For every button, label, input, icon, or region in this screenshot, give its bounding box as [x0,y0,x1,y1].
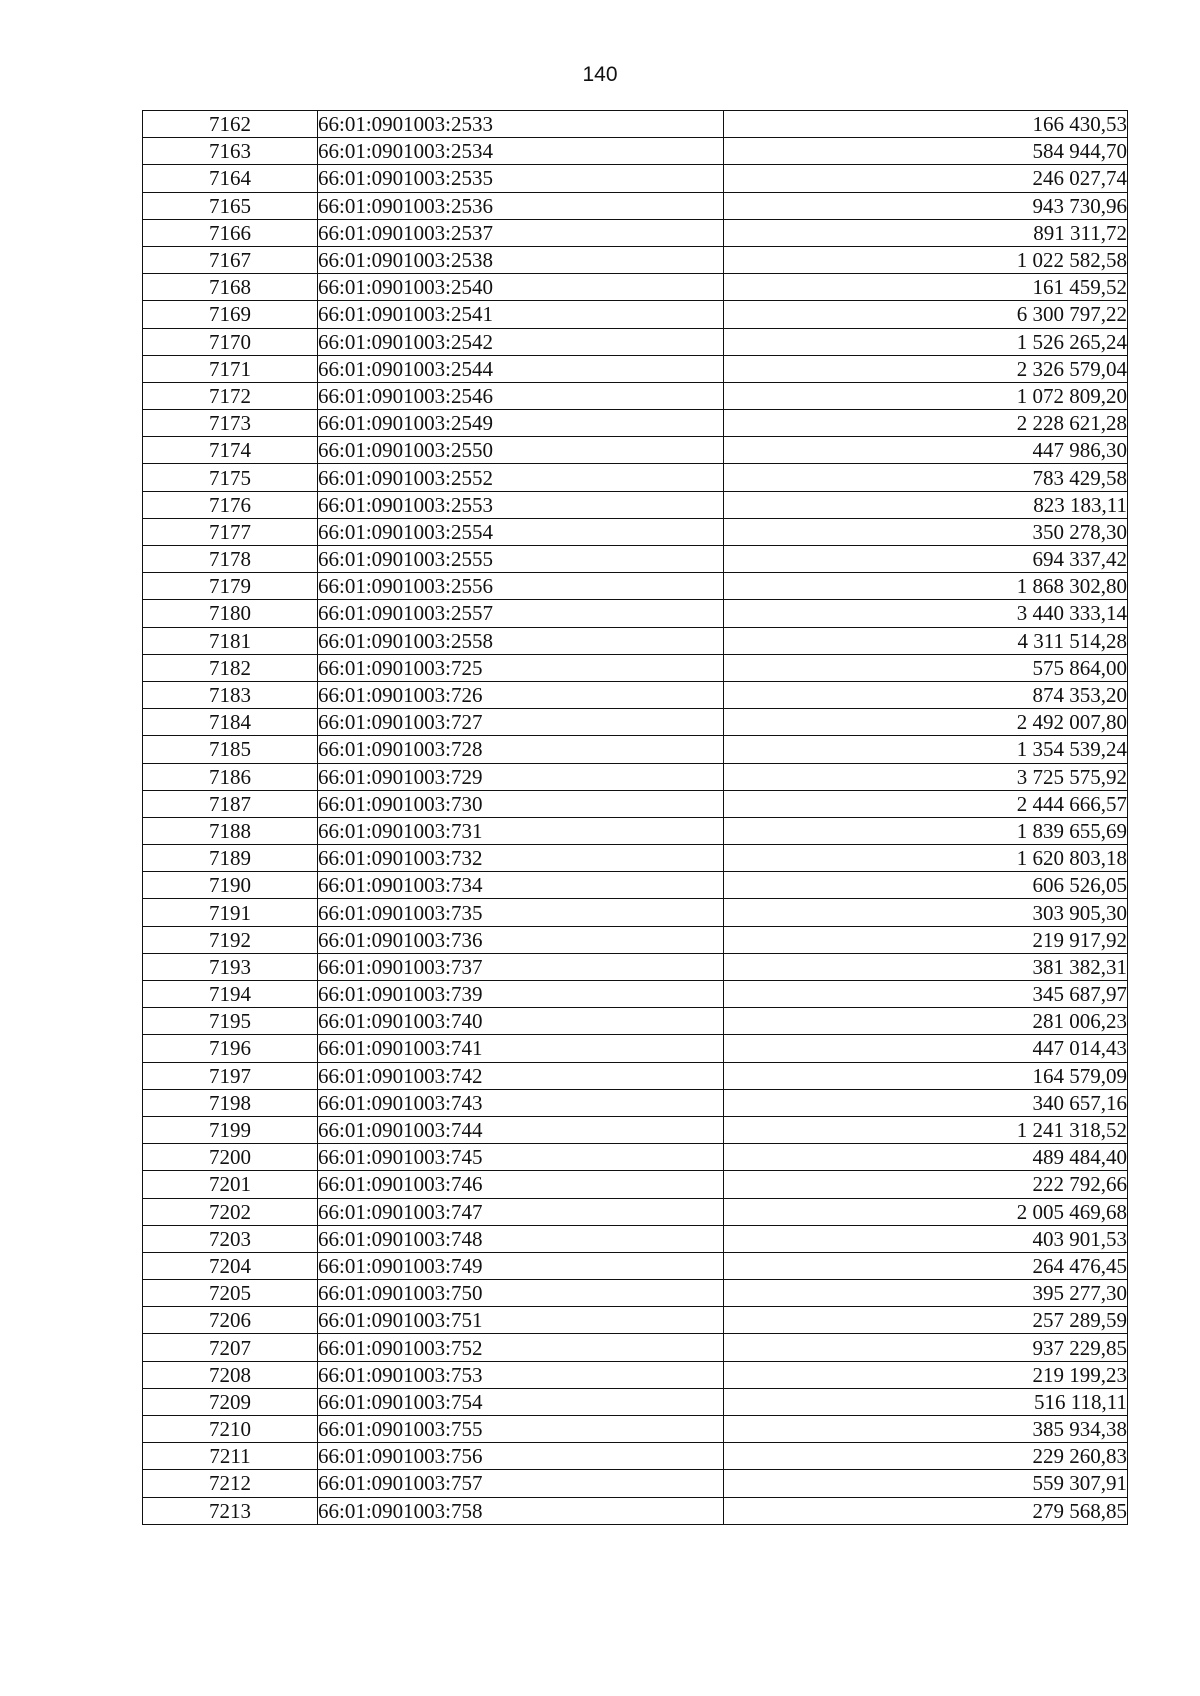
table-row [143,899,1128,926]
cadastral-number-cell: 66:01:0901003:2541 [318,301,724,328]
cadastral-number-cell: 66:01:0901003:746 [318,1171,724,1198]
table-row [143,328,1128,355]
row-number-cell: 7190 [143,872,318,899]
row-number-cell: 7170 [143,328,318,355]
cadastral-value-cell: 489 484,40 [724,1144,1128,1171]
row-number-cell: 7207 [143,1334,318,1361]
cadastral-number-cell: 66:01:0901003:2536 [318,192,724,219]
table-row [143,600,1128,627]
table-row [143,138,1128,165]
cadastral-number-cell: 66:01:0901003:756 [318,1443,724,1470]
row-number-cell: 7195 [143,1008,318,1035]
table-row [143,1252,1128,1279]
row-number-cell: 7171 [143,355,318,382]
cadastral-number-cell: 66:01:0901003:730 [318,790,724,817]
table-row [143,464,1128,491]
cadastral-value-cell: 2 492 007,80 [724,709,1128,736]
cadastral-value-cell: 1 868 302,80 [724,573,1128,600]
row-number-cell: 7204 [143,1252,318,1279]
cadastral-number-cell: 66:01:0901003:753 [318,1361,724,1388]
row-number-cell: 7196 [143,1035,318,1062]
cadastral-number-cell: 66:01:0901003:2534 [318,138,724,165]
table-row [143,627,1128,654]
table-row [143,382,1128,409]
table-body [143,111,1128,1525]
cadastral-value-cell: 1 072 809,20 [724,382,1128,409]
table-row [143,518,1128,545]
row-number-cell: 7208 [143,1361,318,1388]
row-number-cell: 7181 [143,627,318,654]
row-number-cell: 7200 [143,1144,318,1171]
row-number-cell: 7199 [143,1116,318,1143]
table-row [143,1280,1128,1307]
cadastral-value-cell: 1 620 803,18 [724,845,1128,872]
row-number-cell: 7209 [143,1388,318,1415]
table-row [143,926,1128,953]
table-row [143,1307,1128,1334]
cadastral-number-cell: 66:01:0901003:732 [318,845,724,872]
table-row [143,1089,1128,1116]
cadastral-number-cell: 66:01:0901003:2544 [318,355,724,382]
cadastral-value-cell: 345 687,97 [724,981,1128,1008]
cadastral-number-cell: 66:01:0901003:755 [318,1416,724,1443]
table-row [143,845,1128,872]
cadastral-value-cell: 4 311 514,28 [724,627,1128,654]
cadastral-value-table [142,110,1128,1525]
cadastral-value-cell: 1 839 655,69 [724,817,1128,844]
cadastral-value-cell: 166 430,53 [724,111,1128,138]
row-number-cell: 7177 [143,518,318,545]
cadastral-number-cell: 66:01:0901003:752 [318,1334,724,1361]
row-number-cell: 7163 [143,138,318,165]
table-row [143,1144,1128,1171]
row-number-cell: 7191 [143,899,318,926]
cadastral-value-cell: 1 354 539,24 [724,736,1128,763]
cadastral-number-cell: 66:01:0901003:744 [318,1116,724,1143]
cadastral-number-cell: 66:01:0901003:731 [318,817,724,844]
row-number-cell: 7194 [143,981,318,1008]
cadastral-number-cell: 66:01:0901003:727 [318,709,724,736]
cadastral-value-cell: 303 905,30 [724,899,1128,926]
row-number-cell: 7172 [143,382,318,409]
table-row [143,1497,1128,1524]
cadastral-number-cell: 66:01:0901003:2554 [318,518,724,545]
row-number-cell: 7213 [143,1497,318,1524]
table-row [143,872,1128,899]
cadastral-number-cell: 66:01:0901003:729 [318,763,724,790]
cadastral-value-cell: 1 022 582,58 [724,246,1128,273]
cadastral-number-cell: 66:01:0901003:749 [318,1252,724,1279]
table-row [143,219,1128,246]
cadastral-number-cell: 66:01:0901003:758 [318,1497,724,1524]
cadastral-number-cell: 66:01:0901003:737 [318,953,724,980]
table-row [143,1388,1128,1415]
cadastral-value-cell: 161 459,52 [724,274,1128,301]
cadastral-value-cell: 2 005 469,68 [724,1198,1128,1225]
cadastral-value-cell: 891 311,72 [724,219,1128,246]
table-row [143,437,1128,464]
cadastral-value-cell: 403 901,53 [724,1225,1128,1252]
table-row [143,165,1128,192]
row-number-cell: 7166 [143,219,318,246]
cadastral-number-cell: 66:01:0901003:742 [318,1062,724,1089]
cadastral-number-cell: 66:01:0901003:743 [318,1089,724,1116]
cadastral-number-cell: 66:01:0901003:2552 [318,464,724,491]
cadastral-number-cell: 66:01:0901003:725 [318,654,724,681]
row-number-cell: 7176 [143,491,318,518]
cadastral-number-cell: 66:01:0901003:2546 [318,382,724,409]
cadastral-number-cell: 66:01:0901003:747 [318,1198,724,1225]
cadastral-number-cell: 66:01:0901003:734 [318,872,724,899]
cadastral-number-cell: 66:01:0901003:741 [318,1035,724,1062]
cadastral-value-cell: 943 730,96 [724,192,1128,219]
cadastral-number-cell: 66:01:0901003:757 [318,1470,724,1497]
row-number-cell: 7197 [143,1062,318,1089]
row-number-cell: 7192 [143,926,318,953]
cadastral-value-cell: 264 476,45 [724,1252,1128,1279]
table-row [143,301,1128,328]
row-number-cell: 7182 [143,654,318,681]
cadastral-value-cell: 381 382,31 [724,953,1128,980]
cadastral-number-cell: 66:01:0901003:751 [318,1307,724,1334]
cadastral-value-cell: 823 183,11 [724,491,1128,518]
cadastral-value-cell: 222 792,66 [724,1171,1128,1198]
cadastral-value-cell: 246 027,74 [724,165,1128,192]
cadastral-value-cell: 6 300 797,22 [724,301,1128,328]
table-row [143,763,1128,790]
cadastral-number-cell: 66:01:0901003:2538 [318,246,724,273]
table-row [143,1334,1128,1361]
row-number-cell: 7168 [143,274,318,301]
table-row [143,981,1128,1008]
table-row [143,246,1128,273]
cadastral-value-cell: 350 278,30 [724,518,1128,545]
table-row [143,1443,1128,1470]
cadastral-number-cell: 66:01:0901003:728 [318,736,724,763]
cadastral-value-cell: 937 229,85 [724,1334,1128,1361]
cadastral-number-cell: 66:01:0901003:2550 [318,437,724,464]
cadastral-value-cell: 164 579,09 [724,1062,1128,1089]
row-number-cell: 7167 [143,246,318,273]
table-row [143,1416,1128,1443]
row-number-cell: 7162 [143,111,318,138]
table-row [143,817,1128,844]
cadastral-value-cell: 2 228 621,28 [724,410,1128,437]
row-number-cell: 7202 [143,1198,318,1225]
table-row [143,1470,1128,1497]
table-row [143,274,1128,301]
cadastral-value-cell: 516 118,11 [724,1388,1128,1415]
cadastral-number-cell: 66:01:0901003:745 [318,1144,724,1171]
cadastral-value-cell: 447 014,43 [724,1035,1128,1062]
table-row [143,410,1128,437]
cadastral-value-cell: 1 526 265,24 [724,328,1128,355]
row-number-cell: 7165 [143,192,318,219]
cadastral-number-cell: 66:01:0901003:740 [318,1008,724,1035]
row-number-cell: 7193 [143,953,318,980]
cadastral-number-cell: 66:01:0901003:748 [318,1225,724,1252]
table-row [143,355,1128,382]
row-number-cell: 7212 [143,1470,318,1497]
table-row [143,192,1128,219]
cadastral-number-cell: 66:01:0901003:726 [318,681,724,708]
cadastral-value-cell: 2 444 666,57 [724,790,1128,817]
table-row [143,573,1128,600]
table-row [143,953,1128,980]
cadastral-value-cell: 257 289,59 [724,1307,1128,1334]
table-row [143,1035,1128,1062]
table-row [143,1171,1128,1198]
cadastral-value-cell: 447 986,30 [724,437,1128,464]
table-row [143,709,1128,736]
table-row [143,1361,1128,1388]
cadastral-value-cell: 1 241 318,52 [724,1116,1128,1143]
row-number-cell: 7173 [143,410,318,437]
row-number-cell: 7188 [143,817,318,844]
cadastral-value-cell: 584 944,70 [724,138,1128,165]
cadastral-number-cell: 66:01:0901003:2555 [318,546,724,573]
row-number-cell: 7185 [143,736,318,763]
cadastral-number-cell: 66:01:0901003:2537 [318,219,724,246]
table-row [143,491,1128,518]
cadastral-value-cell: 279 568,85 [724,1497,1128,1524]
cadastral-number-cell: 66:01:0901003:2535 [318,165,724,192]
table-row [143,1198,1128,1225]
cadastral-number-cell: 66:01:0901003:2558 [318,627,724,654]
cadastral-value-cell: 3 440 333,14 [724,600,1128,627]
cadastral-value-cell: 3 725 575,92 [724,763,1128,790]
cadastral-value-cell: 395 277,30 [724,1280,1128,1307]
table-row [143,654,1128,681]
row-number-cell: 7198 [143,1089,318,1116]
cadastral-value-cell: 281 006,23 [724,1008,1128,1035]
row-number-cell: 7179 [143,573,318,600]
cadastral-number-cell: 66:01:0901003:736 [318,926,724,953]
cadastral-number-cell: 66:01:0901003:2542 [318,328,724,355]
cadastral-value-cell: 229 260,83 [724,1443,1128,1470]
table-row [143,736,1128,763]
cadastral-value-cell: 559 307,91 [724,1470,1128,1497]
cadastral-value-cell: 219 199,23 [724,1361,1128,1388]
row-number-cell: 7174 [143,437,318,464]
table-row [143,1008,1128,1035]
row-number-cell: 7164 [143,165,318,192]
cadastral-number-cell: 66:01:0901003:2557 [318,600,724,627]
table-row [143,1225,1128,1252]
cadastral-value-cell: 606 526,05 [724,872,1128,899]
row-number-cell: 7189 [143,845,318,872]
cadastral-value-cell: 340 657,16 [724,1089,1128,1116]
table-row [143,790,1128,817]
cadastral-value-cell: 385 934,38 [724,1416,1128,1443]
cadastral-value-cell: 219 917,92 [724,926,1128,953]
row-number-cell: 7169 [143,301,318,328]
cadastral-value-cell: 783 429,58 [724,464,1128,491]
page-number: 140 [582,63,618,86]
cadastral-number-cell: 66:01:0901003:2540 [318,274,724,301]
table-row [143,1062,1128,1089]
cadastral-value-cell: 874 353,20 [724,681,1128,708]
row-number-cell: 7186 [143,763,318,790]
cadastral-number-cell: 66:01:0901003:750 [318,1280,724,1307]
cadastral-number-cell: 66:01:0901003:2553 [318,491,724,518]
row-number-cell: 7183 [143,681,318,708]
row-number-cell: 7211 [143,1443,318,1470]
cadastral-number-cell: 66:01:0901003:2533 [318,111,724,138]
row-number-cell: 7184 [143,709,318,736]
row-number-cell: 7201 [143,1171,318,1198]
cadastral-number-cell: 66:01:0901003:735 [318,899,724,926]
cadastral-number-cell: 66:01:0901003:2549 [318,410,724,437]
row-number-cell: 7203 [143,1225,318,1252]
cadastral-value-cell: 575 864,00 [724,654,1128,681]
row-number-cell: 7206 [143,1307,318,1334]
row-number-cell: 7180 [143,600,318,627]
row-number-cell: 7210 [143,1416,318,1443]
table-row [143,111,1128,138]
cadastral-number-cell: 66:01:0901003:2556 [318,573,724,600]
table-row [143,681,1128,708]
row-number-cell: 7178 [143,546,318,573]
table-row [143,546,1128,573]
row-number-cell: 7187 [143,790,318,817]
row-number-cell: 7205 [143,1280,318,1307]
cadastral-number-cell: 66:01:0901003:739 [318,981,724,1008]
table-row [143,1116,1128,1143]
cadastral-number-cell: 66:01:0901003:754 [318,1388,724,1415]
cadastral-value-cell: 2 326 579,04 [724,355,1128,382]
row-number-cell: 7175 [143,464,318,491]
cadastral-value-cell: 694 337,42 [724,546,1128,573]
